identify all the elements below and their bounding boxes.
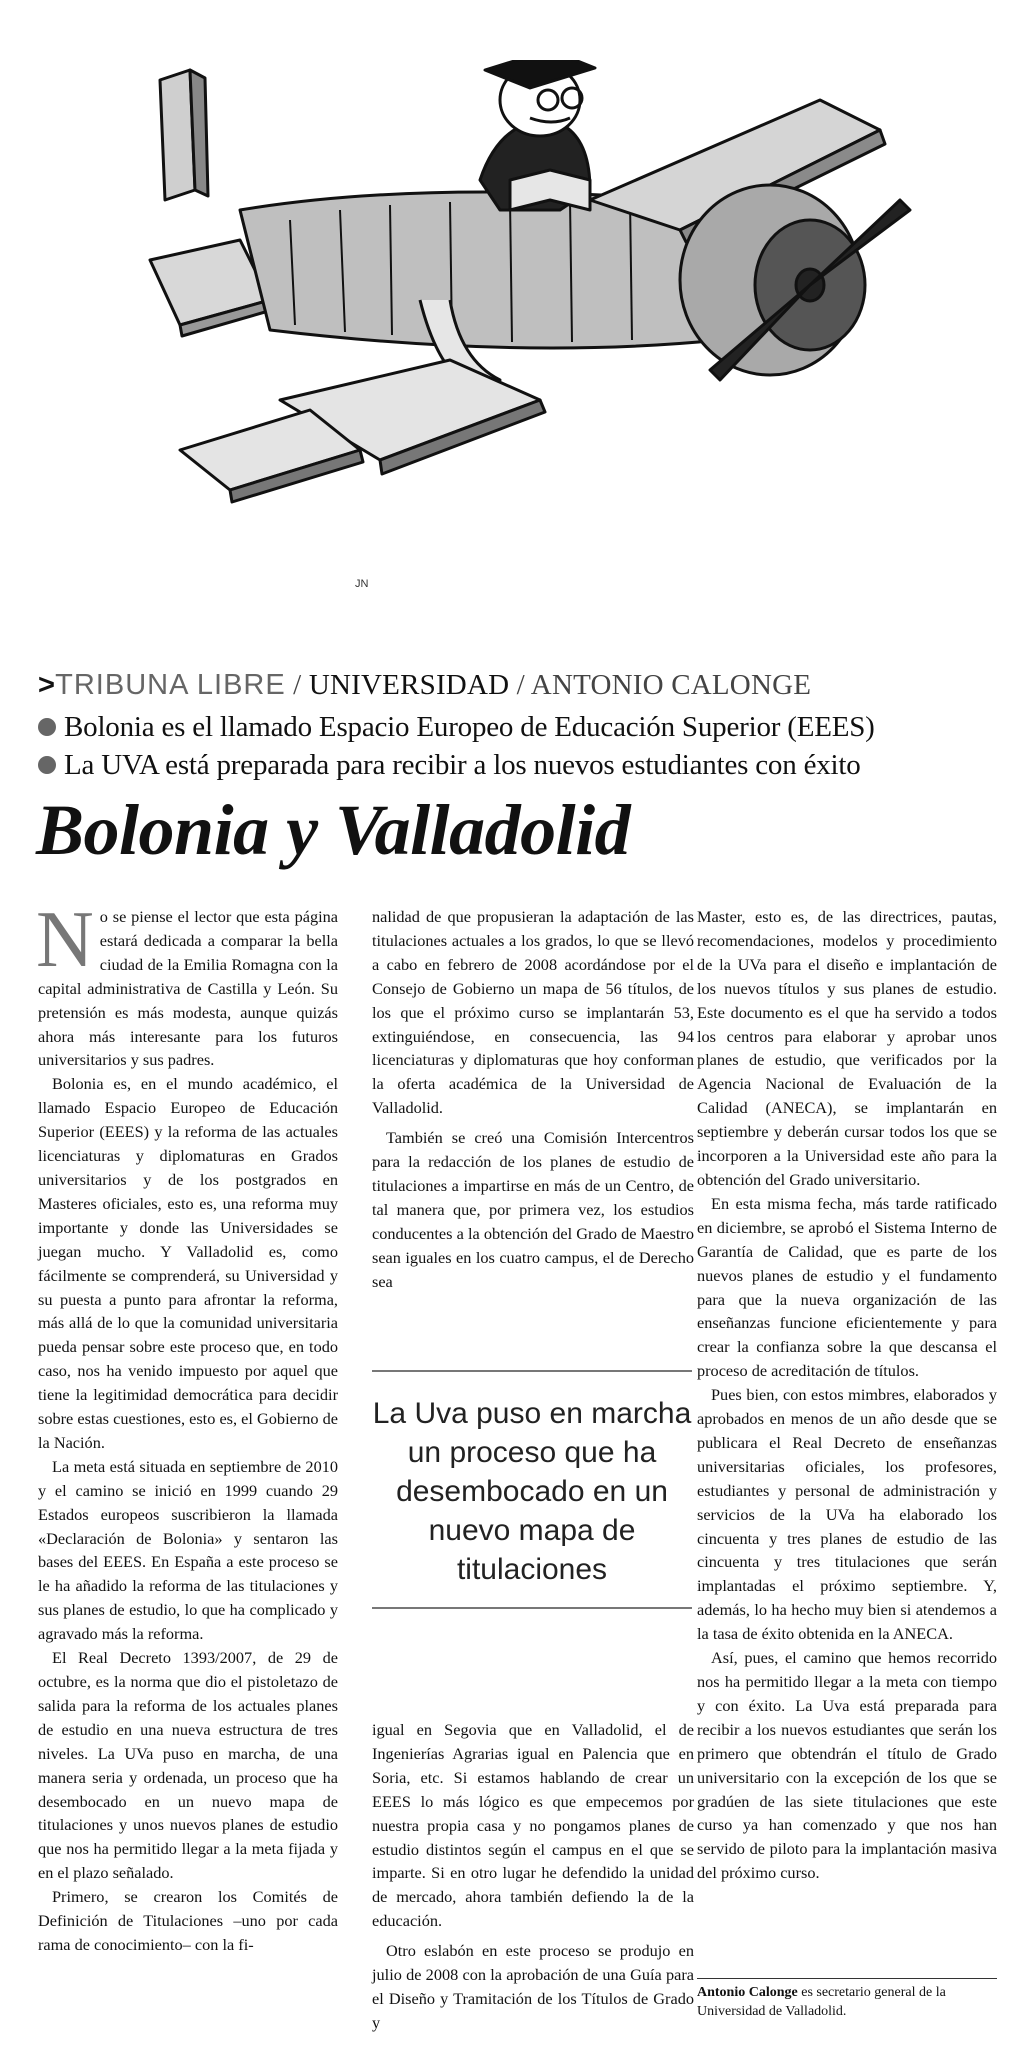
paragraph: También se creó una Comisión Intercentros para la redacción de los planes de estudio de titulaciones a impartirse en más de un Centro, de tal manera que, por primera vez, los estudios conducentes a la obtención del Grado de Maestro sean iguales en los cuatro campus, el de Derecho sea bbox=[372, 1128, 694, 1291]
kicker-separator: / bbox=[509, 669, 531, 701]
illustration-credit: JN bbox=[355, 578, 369, 590]
headline: Bolonia y Valladolid bbox=[36, 790, 631, 870]
paragraph: nalidad de que propusieran la adaptación de las titulaciones actuales a los grados, lo que se llevó a cabo en febrero de 2008 acordándose por el Consejo de Gobierno un mapa de 56 títulos, de los que el próximo curso se implantarán 53, extinguiéndose, en consecuencia, las 94 licenciaturas y diplomaturas que hoy conforman la oferta académica de la Universidad de Valladolid. bbox=[372, 907, 694, 1118]
article-column-1 bbox=[36, 896, 338, 1957]
paragraph: Master, esto es, de las directrices, pautas, recomendaciones, modelos y procedimiento de la UVa para el diseño e implantación de los nuevos títulos y sus planes de estudio. Este documento es el que ha servido a todos los centros para elaborar y aprobar unos planes de estudio, que verificados por la Agencia Nacional de Evaluación de la Calidad (ANECA), se implantarán en septiembre y deberán cursar todos los que se incorporen a la Universidad este año para la obtención del Grado universitario. bbox=[697, 907, 997, 1189]
kicker-section: TRIBUNA LIBRE bbox=[55, 669, 286, 701]
paragraph: Así, pues, el camino que hemos recorrido nos ha permitido llegar a la meta con tiempo y con éxito. La Uva está preparada para recibir a los nuevos estudiantes que serán los primero que obtendrán el título de Grado universitario con la excepción de los que se gradúen de las siete titulaciones que este curso ya han comenzado y que nos han servido de piloto para la implantación masiva del próximo curso. bbox=[697, 1648, 997, 1883]
subhead bbox=[38, 748, 861, 782]
bullet-icon bbox=[38, 718, 56, 736]
article-column-2-bottom bbox=[372, 1718, 694, 2035]
paragraph: Bolonia es, en el mundo académico, el llamado Espacio Europeo de Educación Superior (EEES) y la reforma de las actuales licenciaturas y diplomaturas en Grados universitarios y de los postgrados en Masteres oficiales, esto es, una reforma muy importante y donde las Universidades se juegan mucho. Y Valladolid es, como fácilmente se comprenderá, su Universidad y su puesta a punto para afrontar la reforma, más allá de lo que la comunidad universitaria pueda pensar sobre este proceso que, en todo caso, nos ha venido impuesto por aquel que tiene la legitimidad democrática para decidir sobre estas cuestiones, esto es, el Gobierno de la Nación. bbox=[38, 1074, 338, 1452]
author-bio bbox=[697, 1978, 997, 2021]
paragraph: En esta misma fecha, más tarde ratificado en diciembre, se aprobó el Sistema Interno de Garantía de Calidad, que es parte de los nuevos planes de estudio y el fundamento para que la nueva organización de las enseñanzas funcione eficientemente y para crear la confianza sobre la que descansa el proceso de acreditación de títulos. bbox=[697, 1193, 997, 1381]
kicker-topic: UNIVERSIDAD bbox=[308, 669, 510, 701]
paragraph: La meta está situada en septiembre de 2010 y el camino se inició en 1999 cuando 29 Estados europeos suscribieron la llamada «Declaración de Bolonia» y sentaron las bases del EEES. En España a este proceso se le ha añadido la reforma de las titulaciones y sus planes de estudio, lo que ha complicado y agravado más la reforma. bbox=[38, 1456, 338, 1644]
kicker-author: ANTONIO CALONGE bbox=[530, 669, 812, 701]
paragraph: Otro eslabón en este proceso se produjo en julio de 2008 con la aprobación de una Guía para el Diseño y Tramitación de los Títulos de Grado y bbox=[372, 1941, 694, 2032]
pull-quote: La Uva puso en marcha un proceso que ha desembocado en un nuevo mapa de titulaciones bbox=[372, 1370, 692, 1609]
article-column-3 bbox=[697, 905, 997, 1885]
bullet-icon bbox=[38, 756, 56, 774]
paragraph: igual en Segovia que en Valladolid, el de Ingenierías Agrarias igual en Palencia que en Soria, etc. Si estamos hablando de crear un EEES lo más lógico es que empecemos por nuestra propia casa y no pongamos planes de estudio distintos según el campus en el que se imparte. Si en otro lugar he defendido la unidad de mercado, ahora también defiendo la de la educación. bbox=[372, 1720, 694, 1931]
kicker bbox=[38, 668, 811, 702]
paragraph bbox=[36, 896, 338, 1072]
subhead-text: La UVA está preparada para recibir a los nuevos estudiantes con éxito bbox=[64, 749, 861, 781]
drop-cap: N bbox=[36, 896, 94, 984]
subhead-text: Bolonia es el llamado Espacio Europeo de Educación Superior (EEES) bbox=[64, 711, 875, 743]
subhead bbox=[38, 710, 875, 744]
paragraph: Primero, se crearon los Comités de Definición de Titulaciones –uno por cada rama de conocimiento– con la fi- bbox=[38, 1887, 338, 1954]
article-column-2-top bbox=[372, 905, 694, 1294]
paragraph-text: o se piense el lector que esta página estará dedicada a comparar la bella ciudad de la Emilia Romagna con la capital administrativa de Castilla y León. Su pretensión es más modesta, aunque quizás ahora más interesante para los futuros universitarios y sus padres. bbox=[38, 907, 338, 1070]
paragraph: Pues bien, con estos mimbres, elaborados y aprobados en menos de un año desde que se publicara el Real Decreto de enseñanzas universitarias oficiales, los profesores, estudiantes y personal de administración y servicios de la UVa ha elaborado los cincuenta y tres planes de estudio de las cincuenta y tres titulaciones que serán implantadas el próximo septiembre. Y, además, lo ha hecho muy bien si atendemos a la tasa de éxito obtenida en la ANECA. bbox=[697, 1385, 997, 1644]
paragraph: El Real Decreto 1393/2007, de 29 de octubre, es la norma que dio el pistoletazo de salida para la reforma de los actuales planes de estudio en una nueva estructura de tres niveles. La UVa puso en marcha, de una manera seria y ordenada, un proceso que ha desembocado en un nuevo mapa de titulaciones y unos nuevos planes de estudio que nos ha permitido llegar a la meta fijada y en el plazo señalado. bbox=[38, 1648, 338, 1883]
book-airplane-illustration bbox=[120, 60, 980, 620]
author-name: Antonio Calonge bbox=[697, 1985, 798, 2000]
kicker-arrow: > bbox=[38, 669, 56, 701]
author-role: es secretario general de la Universidad de Valladolid. bbox=[697, 1985, 946, 2019]
kicker-separator: / bbox=[285, 669, 309, 701]
